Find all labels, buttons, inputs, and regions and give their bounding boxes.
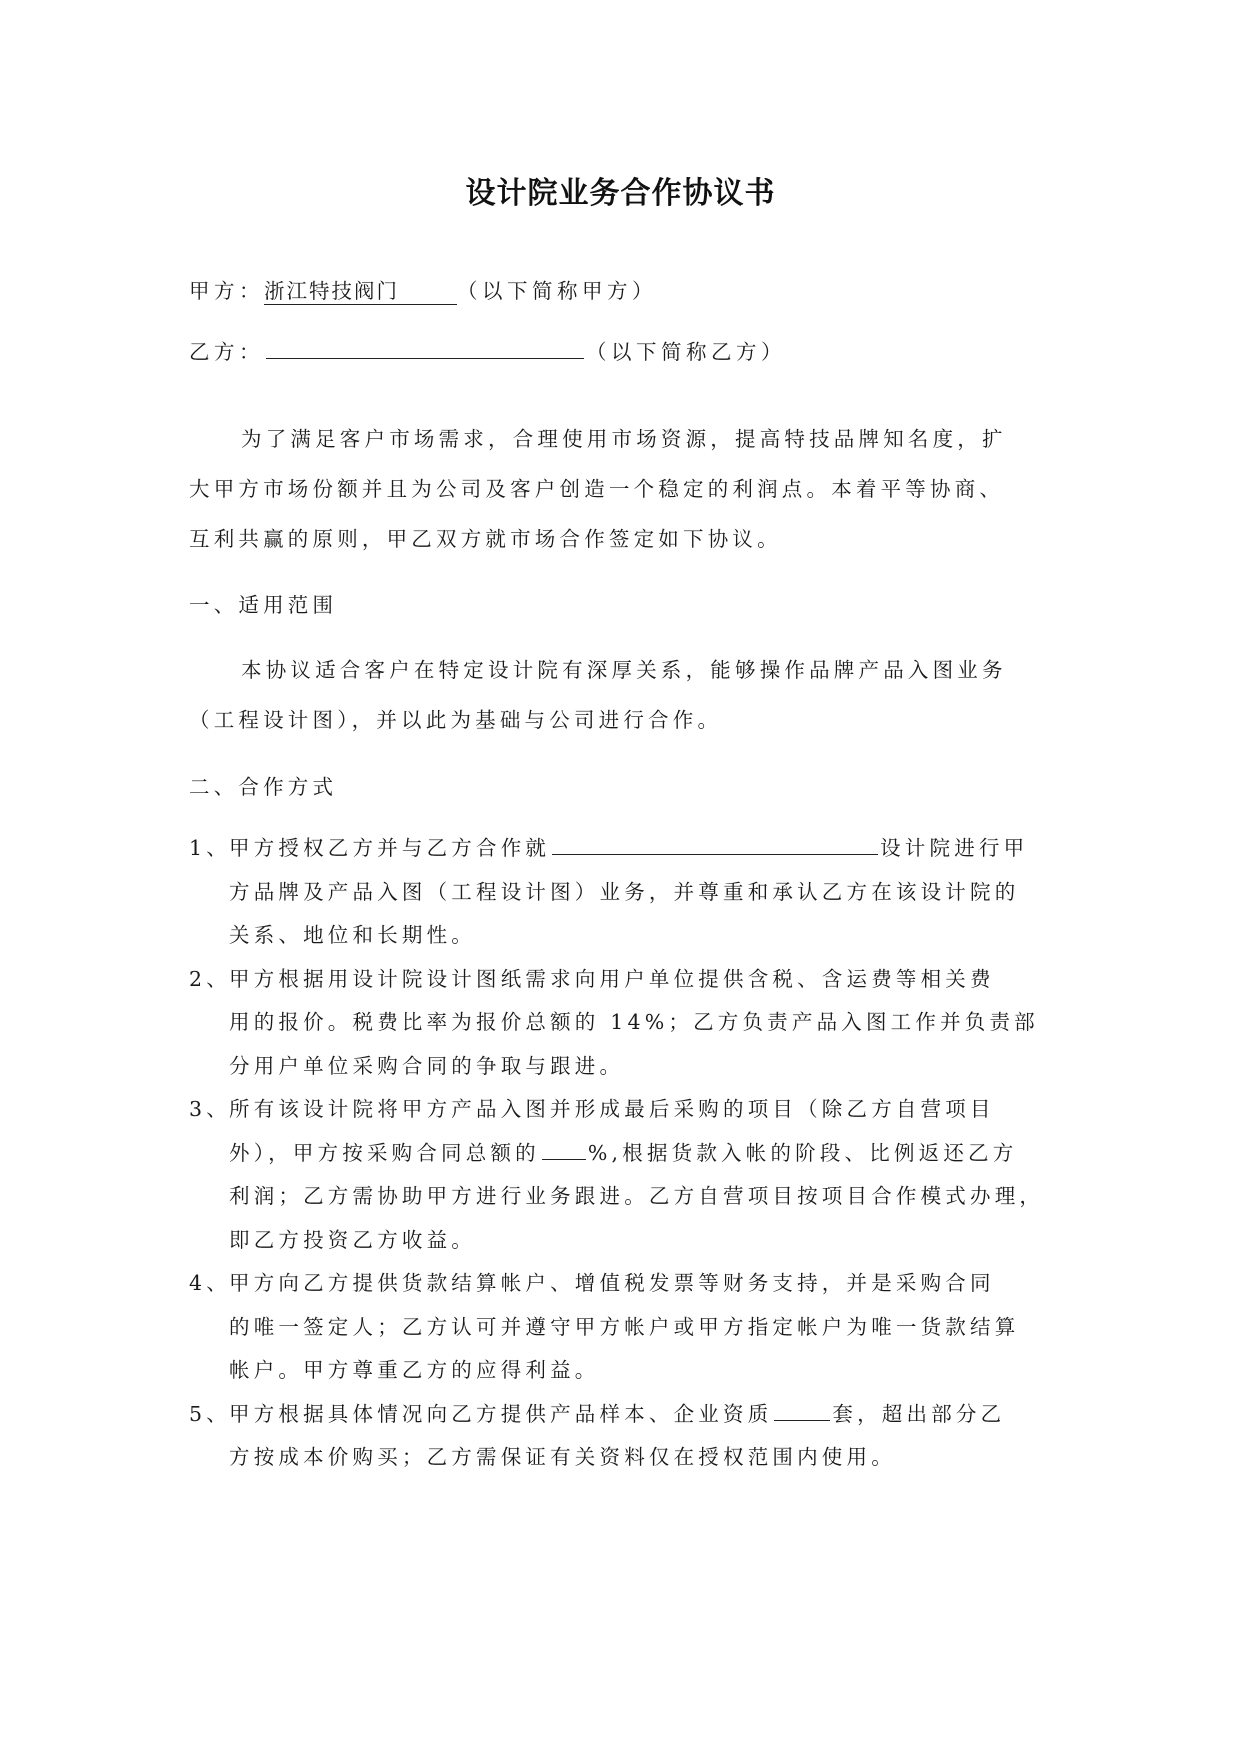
party-a-label: 甲方：: [189, 279, 264, 303]
item-line: 甲方根据用设计院设计图纸需求向用户单位提供含税、含运费等相关费: [229, 966, 995, 991]
sets-count-blank: [774, 1396, 830, 1421]
item-number: 5、: [189, 1401, 231, 1426]
list-item: [189, 827, 1069, 958]
item-line: 用的报价。税费比率为报价总额的 14%；乙方负责产品入图工作并负责部: [229, 1010, 1039, 1034]
item-1-text-a: 甲方授权乙方并与乙方合作就: [229, 836, 551, 860]
party-b-line: [189, 334, 786, 367]
item-line: 方按成本价购买；乙方需保证有关资料仅在授权范围内使用。: [229, 1445, 896, 1469]
list-item: [189, 1393, 1069, 1480]
item-line: 的唯一签定人；乙方认可并遵守甲方帐户或甲方指定帐户为唯一货款结算: [229, 1314, 1020, 1339]
item-line: 利润；乙方需协助甲方进行业务跟进。乙方自营项目按项目合作模式办理，: [229, 1184, 1045, 1208]
design-institute-blank: [552, 830, 878, 855]
section-1-line: （工程设计图），并以此为基础与公司进行合作。: [189, 708, 723, 732]
party-a-name-field: [264, 278, 457, 305]
section-1-paragraph: [189, 645, 1049, 745]
section-1-heading: 一、适用范围: [189, 593, 338, 617]
section-2-list: [189, 827, 1069, 1480]
item-body: [229, 1088, 1044, 1262]
party-b-suffix: （以下简称乙方）: [586, 340, 786, 364]
item-line: 方品牌及产品入图（工程设计图）业务，并尊重和承认乙方在该设计院的: [229, 879, 1020, 904]
item-5-text-b: 套，超出部分乙: [832, 1401, 1006, 1426]
party-b-label: 乙方：: [189, 340, 264, 364]
item-line: 分用户单位采购合同的争取与跟进。: [229, 1053, 625, 1078]
intro-paragraph: [189, 414, 1049, 564]
party-a-suffix: （以下简称甲方）: [457, 279, 657, 303]
item-5-text-a: 甲方根据具体情况向乙方提供产品样本、企业资质: [229, 1401, 773, 1426]
item-body: [229, 1393, 1005, 1480]
item-number: 4、: [189, 1271, 231, 1295]
item-number: 3、: [189, 1097, 231, 1121]
section-2-heading: 二、合作方式: [189, 775, 338, 799]
item-1-text-b: 设计院进行甲: [880, 836, 1029, 860]
document-title: 设计院业务合作协议书: [465, 176, 776, 211]
item-line: 甲方向乙方提供货款结算帐户、增值税发票等财务支持，并是采购合同: [229, 1271, 995, 1295]
item-number: 1、: [189, 836, 231, 860]
item-3-text-a: 外），甲方按采购合同总额的: [229, 1140, 540, 1165]
percentage-blank: [542, 1135, 586, 1160]
intro-line: 为了满足客户市场需求，合理使用市场资源，提高特技品牌知名度，扩: [241, 427, 1007, 451]
intro-line: 互利共赢的原则，甲乙双方就市场合作签定如下协议。: [189, 527, 782, 551]
party-a-line: [189, 276, 657, 306]
item-3-text-b: %,根据货款入帐的阶段、比例返还乙方: [587, 1140, 1018, 1165]
item-line: [229, 1393, 1005, 1437]
item-body: [229, 827, 1028, 958]
list-item: [189, 1088, 1069, 1262]
list-item: [189, 1262, 1069, 1393]
item-body: [229, 1262, 1019, 1393]
item-body: [229, 958, 1039, 1089]
section-1-line: 本协议适合客户在特定设计院有深厚关系，能够操作品牌产品入图业务: [241, 658, 1007, 682]
party-b-name-blank: [266, 334, 584, 359]
item-number: 2、: [189, 966, 231, 991]
party-a-name: 浙江特技阀门: [264, 279, 399, 303]
item-line: 帐户。甲方尊重乙方的应得利益。: [229, 1358, 600, 1382]
item-line: [229, 1132, 1044, 1176]
item-line: 即乙方投资乙方收益。: [229, 1227, 476, 1252]
item-line: 所有该设计院将甲方产品入图并形成最后采购的项目（除乙方自营项目: [229, 1097, 995, 1121]
list-item: [189, 958, 1069, 1089]
intro-line: 大甲方市场份额并且为公司及客户创造一个稳定的利润点。本着平等协商、: [189, 477, 1005, 501]
item-line: [229, 827, 1028, 871]
item-line: 关系、地位和长期性。: [229, 923, 476, 947]
